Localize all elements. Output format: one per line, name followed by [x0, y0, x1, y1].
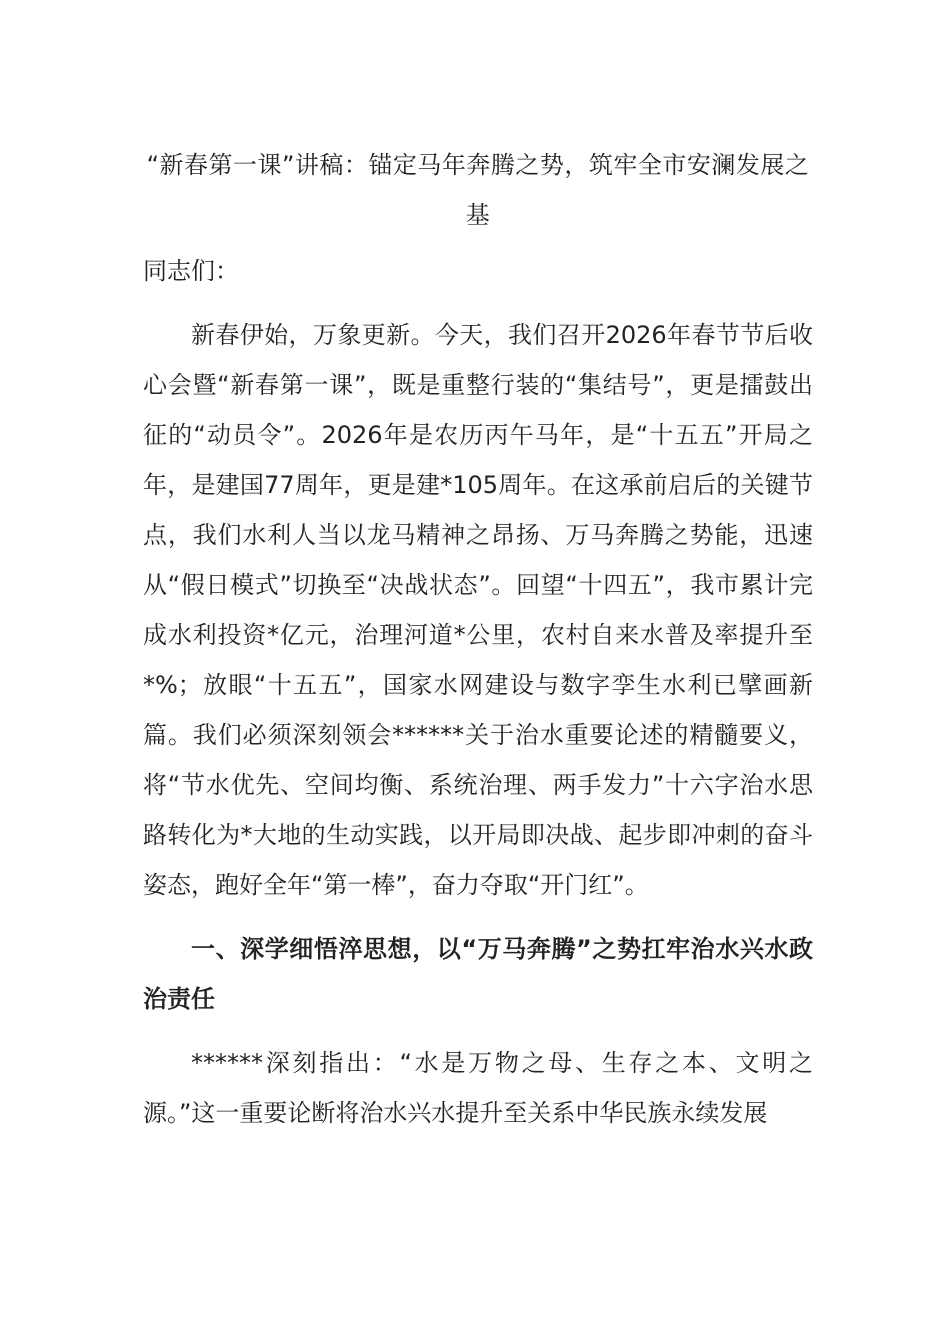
salutation: 同志们： — [143, 257, 239, 285]
intro-paragraph: 新春伊始，万象更新。今天，我们召开2026年春节节后收心会暨“新春第一课”，既是重整行装的“集结号”，更是擂鼓出征的“动员令”。2026年是农历丙午马年，是“十五五”开局之年，是建国77周年，更是建*105周年。在这承前启后的关键节点，我们水利人当以龙马精神之昂扬、万马奔腾之势能，迅速从“假日模式”切换至“决战状态”。回望“十四五”，我市累计完成水利投资*亿元，治理河道*公里，农村自来水普及率提升至*%；放眼“十五五”，国家水网建设与数字孪生水利已擘画新篇。我们必须深刻领会******关于治水重要论述的精髓要义，将“节水优先、空间均衡、系统治理、两手发力”十六字治水思路转化为*大地的生动实践，以开局即决战、起步即冲刺的奋斗姿态，跑好全年“第一棒”，奋力夺取“开门红”。 — [143, 321, 813, 899]
section-1-paragraph: ******深刻指出：“水是万物之母、生存之本、文明之源。”这一重要论断将治水兴水提升至关系中华民族永续发展 — [143, 1049, 813, 1127]
document-body — [143, 140, 813, 1138]
section-heading-1: 一、深学细悟淬思想，以“万马奔腾”之势扛牢治水兴水政治责任 — [143, 935, 813, 1013]
document-title: “新春第一课”讲稿：锚定马年奔腾之势，筑牢全市安澜发展之基 — [146, 151, 810, 229]
